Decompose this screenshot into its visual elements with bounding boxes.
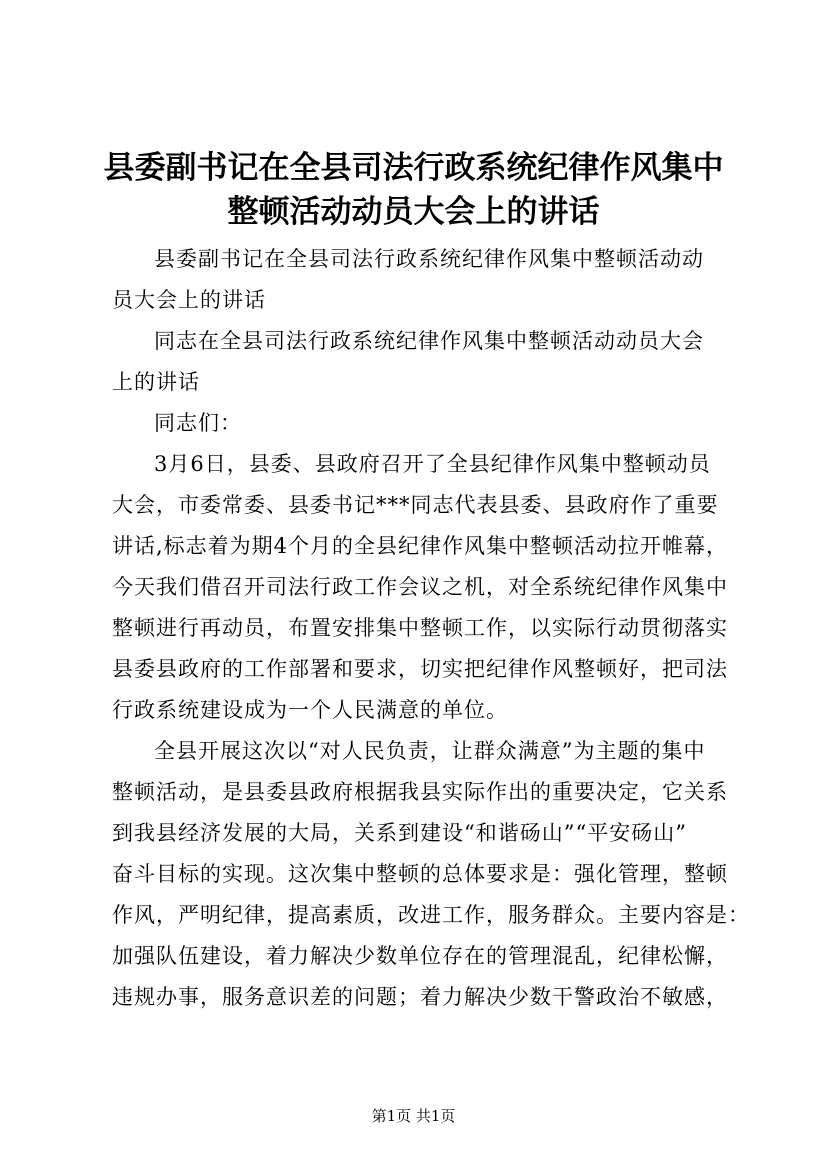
- text-line: 整顿进行再动员，布置安排集中整顿工作，以实际行动贯彻落实: [112, 616, 728, 640]
- text-line: 讲话,标志着为期4个月的全县纪律作风集中整顿活动拉开帷幕，: [112, 534, 729, 558]
- text-line: 违规办事，服务意识差的问题；着力解决少数干警政治不敏感，: [112, 985, 728, 1009]
- text-line: 整顿活动，是县委县政府根据我县实际作出的重要决定，它关系: [112, 780, 728, 804]
- page-footer: 第1页 共1页: [371, 1107, 456, 1125]
- paragraph-body-1: [112, 444, 732, 731]
- text-line: 行政系统建设成为一个人民满意的单位。: [112, 698, 508, 722]
- text-line: 员大会上的讲话: [112, 288, 266, 312]
- paragraph-subtitle-2: [112, 321, 732, 403]
- text-line: 今天我们借召开司法行政工作会议之机，对全系统纪律作风集中: [112, 575, 728, 599]
- text-line: 全县开展这次以“对人民负责，让群众满意”为主题的集中: [154, 739, 706, 763]
- paragraph-body-2: [112, 731, 750, 1018]
- document-body: [112, 239, 750, 1018]
- text-line: 奋斗目标的实现。这次集中整顿的总体要求是：强化管理，整顿: [112, 862, 728, 886]
- title-line: 整顿活动动员大会上的讲话: [227, 194, 600, 230]
- text-line: 同志在全县司法行政系统纪律作风集中整顿活动动员大会: [154, 329, 704, 353]
- text-line: 3月6日，县委、县政府召开了全县纪律作风集中整顿动员: [154, 452, 711, 476]
- text-line: 作风，严明纪律，提高素质，改进工作，服务群众。主要内容是：: [112, 903, 750, 927]
- paragraph-salutation: [112, 403, 732, 444]
- text-line: 县委县政府的工作部署和要求，切实把纪律作风整顿好，把司法: [112, 657, 728, 681]
- text-line: 县委副书记在全县司法行政系统纪律作风集中整顿活动动: [154, 247, 704, 271]
- document-title: [100, 146, 727, 234]
- text-line: 大会，市委常委、县委书记***同志代表县委、县政府作了重要: [112, 493, 719, 517]
- text-line: 上的讲话: [112, 370, 200, 394]
- text-line: 到我县经济发展的大局，关系到建设“和谐砀山”“平安砀山”: [112, 821, 687, 845]
- text-line: 同志们：: [154, 411, 242, 435]
- paragraph-subtitle: [112, 239, 732, 321]
- text-line: 加强队伍建设，着力解决少数单位存在的管理混乱，纪律松懈，: [112, 944, 728, 968]
- title-line: 县委副书记在全县司法行政系统纪律作风集中: [103, 150, 724, 186]
